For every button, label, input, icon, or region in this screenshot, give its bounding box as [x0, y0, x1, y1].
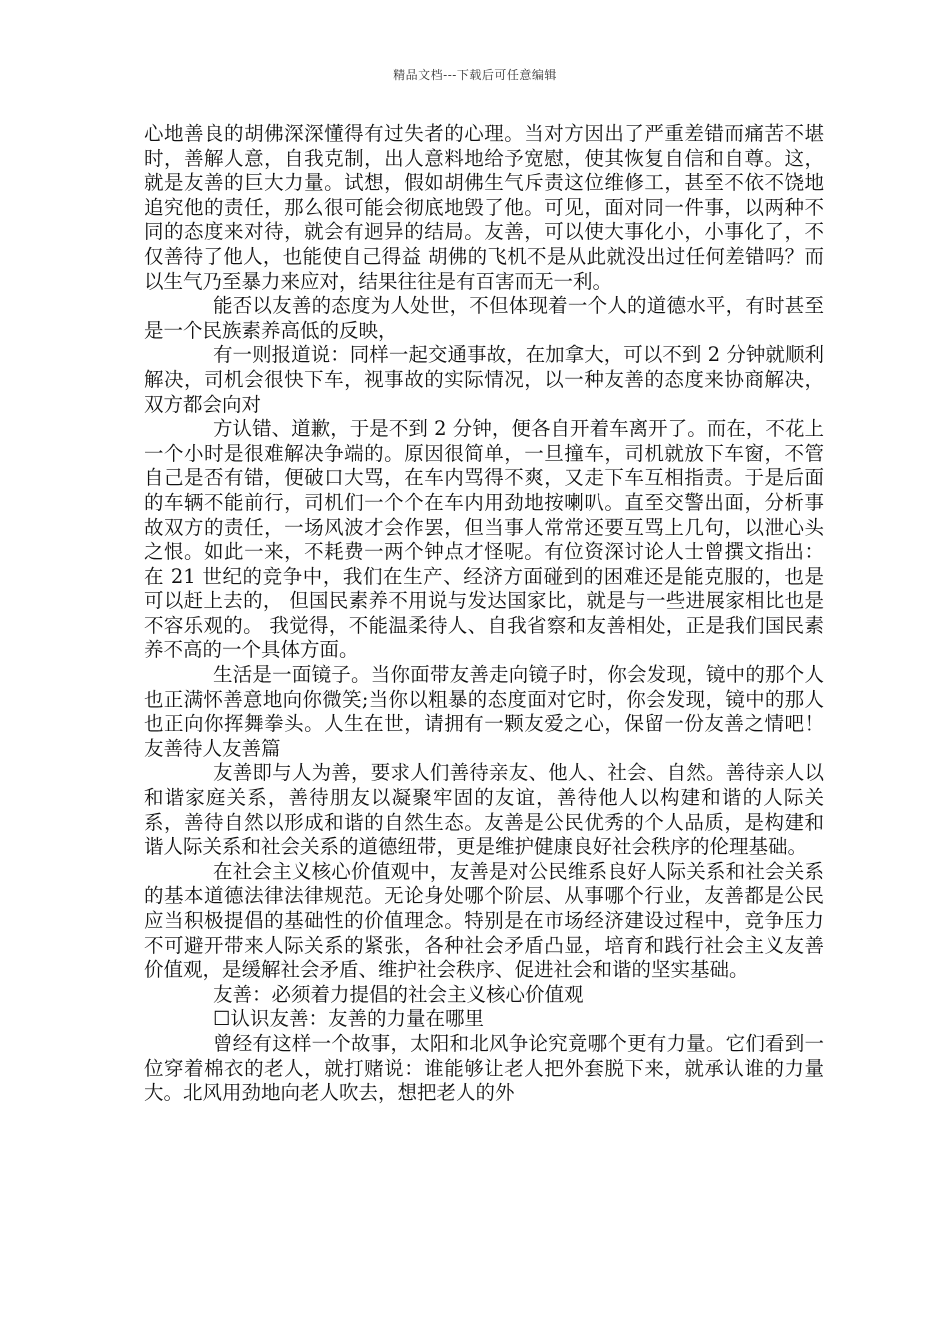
document-body — [144, 122, 824, 1106]
paragraph-7: 在社会主义核心价值观中，友善是对公民维系良好人际关系和社会关系的基本道德法律法律规范。无论身处哪个阶层、从事哪个行业，友善都是公民应当积极提倡的基础性的价值理念。特别是在市场经济建设过程中，竞争压力不可避开带来人际关系的紧张，各种社会矛盾凸显，培育和践行社会主义友善价值观，是缓解社会矛盾、维护社会秩序、促进社会和谐的坚实基础。 — [144, 859, 824, 982]
paragraph-3: 有一则报道说：同样一起交通事故，在加拿大，可以不到 2 分钟就顺利解决，司机会很快下车，视事故的实际情况，以一种友善的态度来协商解决，双方都会向对 — [144, 343, 824, 416]
paragraph-2: 能否以友善的态度为人处世，不但体现着一个人的道德水平，有时甚至是一个民族素养高低的反映， — [144, 294, 824, 342]
paragraph-1: 心地善良的胡佛深深懂得有过失者的心理。当对方因出了严重差错而痛苦不堪时，善解人意，自我克制，出人意料地给予宽慰，使其恢复自信和自尊。这，就是友善的巨大力量。试想，假如胡佛生气斥责这位维修工，甚至不依不饶地追究他的责任，那么很可能会彻底地毁了他。可见，面对同一件事，以两种不同的态度来对待，就会有迥异的结局。友善，可以使大事化小，小事化了，不仅善待了他人，也能使自己得益 胡佛的飞机不是从此就没出过任何差错吗？而以生气乃至暴力来应对，结果往往是有百害而无一利。 — [144, 122, 824, 293]
section-heading-1: 友善：必须着力提倡的社会主义核心价值观 — [213, 982, 584, 1006]
paragraph-8: 曾经有这样一个故事，太阳和北风争论究竟哪个更有力量。它们看到一位穿着棉衣的老人，就打赌说：谁能够让老人把外套脱下来，就承认谁的力量大。北风用劲地向老人吹去，想把老人的外 — [144, 1031, 824, 1105]
paragraph-6: 友善即与人为善，要求人们善待亲友、他人、社会、自然。善待亲人以和谐家庭关系，善待朋友以凝聚牢固的友谊，善待他人以构建和谐的人际关系，善待自然以形成和谐的自然生态。友善是公民优秀的个人品质，是构建和谐人际关系和社会关系的道德纽带，更是维护健康良好社会秩序的伦理基础。 — [144, 761, 824, 859]
paragraph-5: 生活是一面镜子。当你面带友善走向镜子时，你会发现，镜中的那个人也正满怀善意地向你微笑;当你以粗暴的态度面对它时，你会发现，镜中的那人也正向你挥舞拳头。人生在世，请拥有一颗友爱之心，保留一份友善之情吧！友善待人友善篇 — [144, 663, 824, 760]
section-heading-2: ☐认识友善：友善的力量在哪里 — [213, 1007, 484, 1031]
paragraph-4: 方认错、道歉，于是不到 2 分钟，便各自开着车离开了。而在，不花上一个小时是很难解决争端的。原因很简单，一旦撞车，司机就放下车窗，不管自己是否有错，便破口大骂，在车内骂得不爽，又走下车互相指责。于是后面的车辆不能前行，司机们一个个在车内用劲地按喇叭。直至交警出面，分析事故双方的责任，一场风波才会作罢，但当事人常常还要互骂上几句，以泄心头之恨。如此一来，不耗费一两个钟点才怪呢。有位资深讨论人士曾撰文指出： 在 21 世纪的竞争中，我们在生产、经济方面碰到的困难还是能克服的，也是可以赶上去的， 但国民素养不用说与发达国家比，就是与一些进展家相比也是不容乐观的。 我觉得，不能温柔待人、自我省察和友善相处，正是我们国民素养不高的一个具体方面。 — [144, 417, 824, 662]
page-header: 精品文档---下载后可任意编辑 — [393, 68, 557, 82]
